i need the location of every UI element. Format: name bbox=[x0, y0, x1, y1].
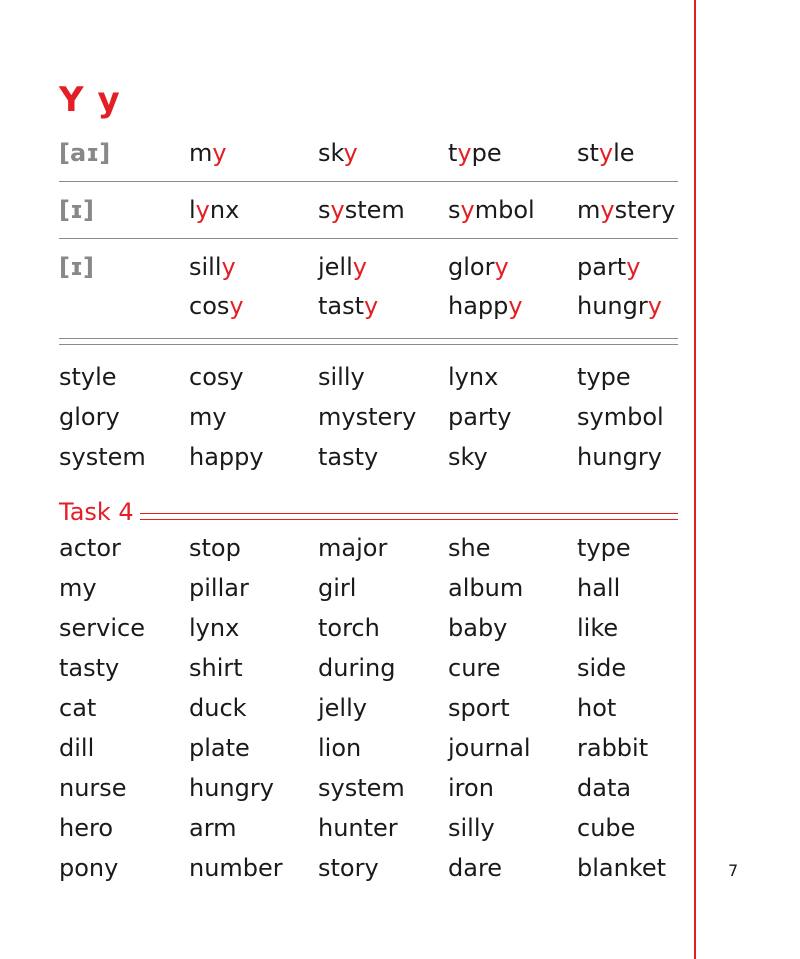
example-word: tasty bbox=[318, 292, 379, 320]
word: blanket bbox=[577, 854, 667, 882]
highlighted-letter: y bbox=[647, 292, 662, 320]
highlighted-letter: y bbox=[352, 253, 367, 281]
highlighted-letter: y bbox=[221, 253, 236, 281]
word: arm bbox=[189, 814, 237, 842]
word: pony bbox=[59, 854, 119, 882]
example-word: mystery bbox=[577, 196, 676, 224]
word-row bbox=[59, 568, 679, 608]
task-word-grid bbox=[59, 528, 679, 888]
word: jelly bbox=[318, 694, 367, 722]
word: lynx bbox=[189, 614, 240, 642]
highlighted-letter: y bbox=[364, 292, 379, 320]
word: iron bbox=[448, 774, 494, 802]
example-word: jelly bbox=[318, 253, 367, 281]
word: dare bbox=[448, 854, 503, 882]
word: like bbox=[577, 614, 619, 642]
word: sport bbox=[448, 694, 510, 722]
word-row bbox=[59, 608, 679, 648]
word-row bbox=[59, 648, 679, 688]
phonetic-symbol: [aɪ] bbox=[59, 139, 111, 167]
letter-heading: Y y bbox=[59, 80, 121, 120]
highlighted-letter: y bbox=[212, 139, 227, 167]
word: girl bbox=[318, 574, 357, 602]
example-word: glory bbox=[448, 253, 509, 281]
word: during bbox=[318, 654, 396, 682]
highlighted-letter: y bbox=[457, 139, 472, 167]
word: system bbox=[318, 774, 405, 802]
word: my bbox=[189, 403, 227, 431]
example-word: happy bbox=[448, 292, 523, 320]
highlighted-letter: y bbox=[494, 253, 509, 281]
page-number: 7 bbox=[728, 861, 739, 880]
table-row bbox=[59, 286, 679, 326]
word: she bbox=[448, 534, 491, 562]
word: journal bbox=[448, 734, 531, 762]
word: duck bbox=[189, 694, 247, 722]
word: lynx bbox=[448, 363, 499, 391]
word: tasty bbox=[59, 654, 120, 682]
word-row bbox=[59, 808, 679, 848]
word: story bbox=[318, 854, 379, 882]
word: happy bbox=[189, 443, 264, 471]
highlighted-letter: y bbox=[460, 196, 475, 224]
highlighted-letter: y bbox=[330, 196, 345, 224]
example-word: hungry bbox=[577, 292, 662, 320]
word: glory bbox=[59, 403, 120, 431]
word: sky bbox=[448, 443, 488, 471]
highlighted-letter: y bbox=[229, 292, 244, 320]
word: cure bbox=[448, 654, 501, 682]
word: mystery bbox=[318, 403, 417, 431]
practice-word-grid bbox=[59, 357, 679, 477]
word: system bbox=[59, 443, 146, 471]
task-double-rule bbox=[140, 513, 678, 520]
word: type bbox=[577, 534, 631, 562]
example-word: lynx bbox=[189, 196, 240, 224]
word-row bbox=[59, 688, 679, 728]
word: cube bbox=[577, 814, 636, 842]
word: pillar bbox=[189, 574, 249, 602]
word: cosy bbox=[189, 363, 244, 391]
word: hungry bbox=[577, 443, 662, 471]
word: tasty bbox=[318, 443, 379, 471]
word: shirt bbox=[189, 654, 243, 682]
word: party bbox=[448, 403, 512, 431]
word: silly bbox=[448, 814, 495, 842]
word-row bbox=[59, 397, 679, 437]
word: silly bbox=[318, 363, 365, 391]
highlighted-letter: y bbox=[508, 292, 523, 320]
word: hero bbox=[59, 814, 113, 842]
example-word: symbol bbox=[448, 196, 535, 224]
phonetic-symbol: [ɪ] bbox=[59, 253, 95, 281]
word: style bbox=[59, 363, 117, 391]
word: hall bbox=[577, 574, 621, 602]
table-double-divider bbox=[59, 338, 678, 345]
example-word: style bbox=[577, 139, 635, 167]
word-row bbox=[59, 728, 679, 768]
word: actor bbox=[59, 534, 121, 562]
example-word: party bbox=[577, 253, 641, 281]
highlighted-letter: y bbox=[626, 253, 641, 281]
word: type bbox=[577, 363, 631, 391]
word: data bbox=[577, 774, 632, 802]
word-row bbox=[59, 848, 679, 888]
table-divider bbox=[59, 181, 678, 182]
example-word: my bbox=[189, 139, 227, 167]
word-row bbox=[59, 528, 679, 568]
word: hunter bbox=[318, 814, 398, 842]
example-word: silly bbox=[189, 253, 236, 281]
word: number bbox=[189, 854, 283, 882]
example-word: system bbox=[318, 196, 405, 224]
highlighted-letter: y bbox=[600, 196, 615, 224]
word: my bbox=[59, 574, 97, 602]
table-divider bbox=[59, 238, 678, 239]
word: dill bbox=[59, 734, 95, 762]
table-row bbox=[59, 190, 679, 230]
word: lion bbox=[318, 734, 362, 762]
table-row bbox=[59, 247, 679, 287]
table-row bbox=[59, 133, 679, 173]
word: hungry bbox=[189, 774, 274, 802]
example-word: type bbox=[448, 139, 502, 167]
phonetic-symbol: [ɪ] bbox=[59, 196, 95, 224]
highlighted-letter: y bbox=[598, 139, 614, 167]
task-label: Task 4 bbox=[59, 498, 134, 526]
word: rabbit bbox=[577, 734, 649, 762]
word: baby bbox=[448, 614, 508, 642]
word: side bbox=[577, 654, 627, 682]
word-row bbox=[59, 768, 679, 808]
word: nurse bbox=[59, 774, 127, 802]
word-row bbox=[59, 357, 679, 397]
word-row bbox=[59, 437, 679, 477]
word: plate bbox=[189, 734, 250, 762]
word: stop bbox=[189, 534, 241, 562]
example-word: cosy bbox=[189, 292, 244, 320]
word: torch bbox=[318, 614, 380, 642]
word: symbol bbox=[577, 403, 664, 431]
highlighted-letter: y bbox=[343, 139, 358, 167]
word: cat bbox=[59, 694, 97, 722]
word: hot bbox=[577, 694, 617, 722]
highlighted-letter: y bbox=[195, 196, 210, 224]
word: service bbox=[59, 614, 145, 642]
word: major bbox=[318, 534, 388, 562]
word: album bbox=[448, 574, 524, 602]
example-word: sky bbox=[318, 139, 358, 167]
margin-vertical-rule bbox=[694, 0, 696, 959]
